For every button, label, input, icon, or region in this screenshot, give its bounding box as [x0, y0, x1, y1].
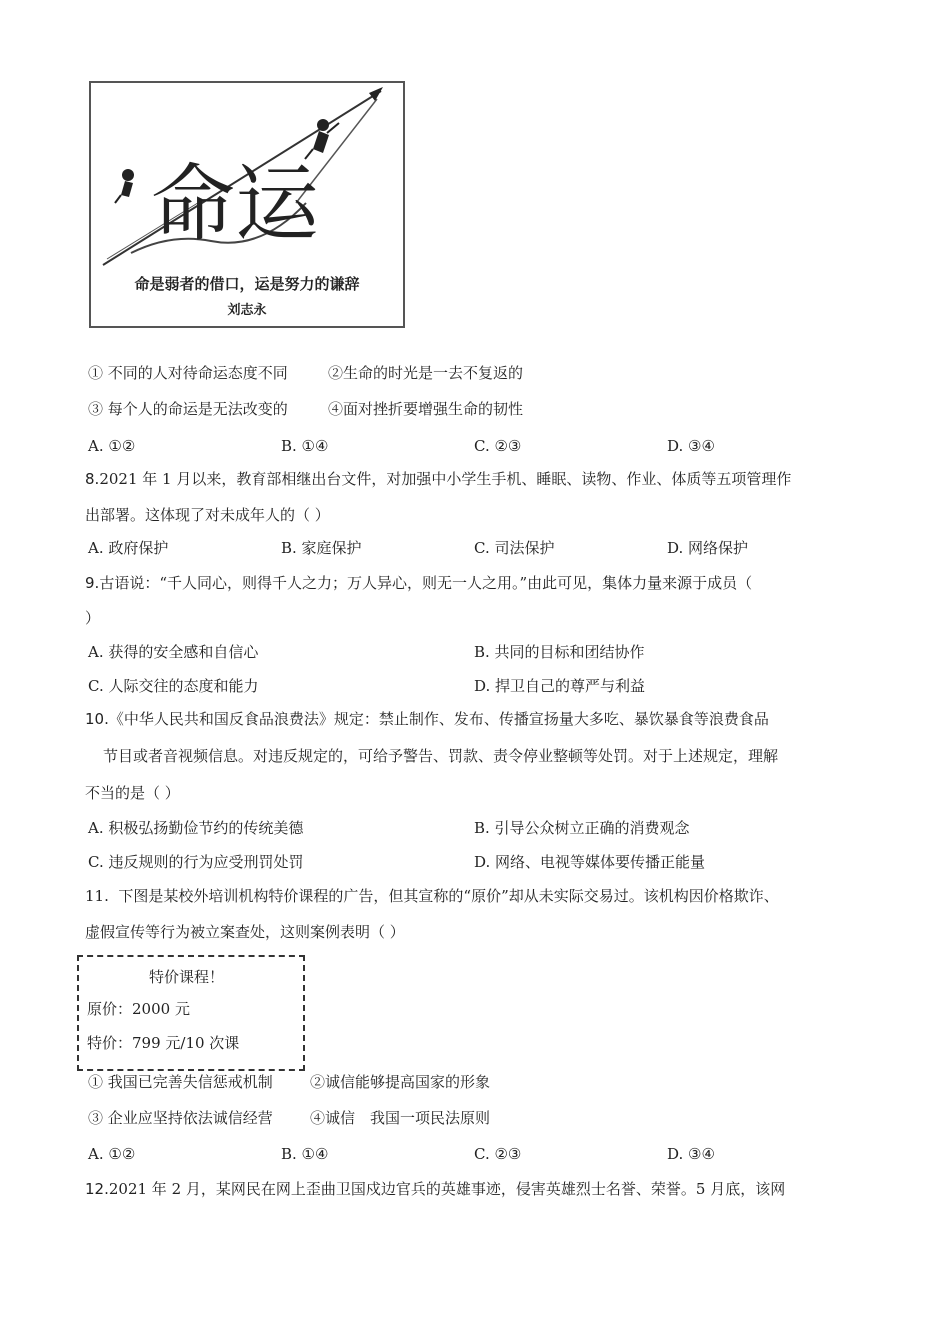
q11-choice-b: B. ①④ [281, 1145, 329, 1163]
q10-stem-line-3: 不当的是（ ） [85, 784, 180, 802]
q9-choice-c: C. 人际交往的态度和能力 [88, 677, 259, 695]
q11-option-4: ④诚信 我国一项民法原则 [310, 1109, 491, 1127]
q8-choice-c: C. 司法保护 [474, 539, 555, 557]
q8-choice-d: D. 网络保护 [667, 539, 749, 557]
climber-left-icon [115, 169, 134, 203]
q12-number: 12. [85, 1180, 109, 1198]
figure-caption: 命是弱者的借口，运是努力的谦辞 [134, 275, 360, 293]
figure-author: 刘志永 [227, 303, 267, 318]
fate-illustration [89, 81, 405, 328]
q8-text-1: 2021 年 1 月以来，教育部相继出台文件，对加强中小学生手机、睡眠、读物、作业、体质等五项管理作 [99, 470, 792, 488]
q12-stem-line-1 [85, 1179, 785, 1199]
q11-choice-a: A. ①② [88, 1145, 136, 1163]
fate-drawing [91, 83, 403, 273]
q9-text-1: 古语说：“千人同心，则得千人之力；万人异心，则无一人之用。”由此可见，集体力量来源于成员（ [99, 574, 753, 592]
q10-number: 10. [85, 710, 109, 728]
q11-option-2: ②诚信能够提高国家的形象 [310, 1073, 491, 1091]
q11-text-1: 下图是某校外培训机构特价课程的广告，但其宣称的“原价”却从未实际交易过。该机构因价格欺诈、 [118, 887, 779, 905]
q8-choice-a: A. 政府保护 [88, 539, 169, 557]
q9-choice-a: A. 获得的安全感和自信心 [88, 643, 259, 661]
q7-choice-c: C. ②③ [474, 437, 522, 455]
q10-choice-d: D. 网络、电视等媒体要传播正能量 [474, 853, 706, 871]
q11-choice-c: C. ②③ [474, 1145, 522, 1163]
q7-option-1: ① 不同的人对待命运态度不同 [88, 364, 288, 382]
q7-choice-a: A. ①② [88, 437, 136, 455]
q8-stem-line-2: 出部署。这体现了对未成年人的（ ） [85, 506, 330, 524]
q8-number: 8. [85, 470, 100, 488]
ad-title: 特价课程！ [149, 968, 225, 986]
q10-choice-b: B. 引导公众树立正确的消费观念 [474, 819, 690, 837]
q10-choice-c: C. 违反规则的行为应受刑罚处罚 [88, 853, 304, 871]
q11-number: 11. [85, 887, 109, 905]
q8-stem-line-1 [85, 469, 791, 489]
q11-stem-line-1 [85, 886, 779, 906]
q10-text-1: 《中华人民共和国反食品浪费法》规定：禁止制作、发布、传播宣扬量大多吃、暴饮暴食等浪费食品 [108, 710, 769, 728]
q8-choice-b: B. 家庭保护 [281, 539, 362, 557]
ad-original-price: 原价：2000 元 [87, 1000, 190, 1018]
q7-choice-b: B. ①④ [281, 437, 329, 455]
q9-number: 9. [85, 574, 100, 592]
q7-choice-d: D. ③④ [667, 437, 715, 455]
course-ad-box [77, 955, 305, 1071]
q7-option-4: ④面对挫折要增强生命的韧性 [328, 400, 524, 418]
q9-choice-d: D. 捍卫自己的尊严与利益 [474, 677, 646, 695]
q9-stem-line-1 [85, 573, 752, 593]
q11-option-1: ① 我国已完善失信惩戒机制 [88, 1073, 273, 1091]
climber-right-icon [305, 119, 339, 159]
q10-choice-a: A. 积极弘扬勤俭节约的传统美德 [88, 819, 304, 837]
q10-stem-line-1 [85, 709, 769, 729]
arrow-head-icon [369, 87, 383, 101]
q9-choice-b: B. 共同的目标和团结协作 [474, 643, 645, 661]
q10-stem-line-2: 节目或者音视频信息。对违反规定的，可给予警告、罚款、责令停业整顿等处罚。对于上述规定，理解 [103, 747, 779, 765]
q9-stem-line-2: ） [85, 609, 101, 627]
ad-sale-price: 特价：799 元/10 次课 [87, 1034, 240, 1052]
q12-text-1: 2021 年 2 月，某网民在网上歪曲卫国戍边官兵的英雄事迹，侵害英雄烈士名誉、荣誉。5 月底，该网 [108, 1180, 786, 1198]
q7-option-2: ②生命的时光是一去不复返的 [328, 364, 524, 382]
fate-big-text: 命运 [151, 155, 320, 253]
q7-option-3: ③ 每个人的命运是无法改变的 [88, 400, 288, 418]
q11-option-3: ③ 企业应坚持依法诚信经营 [88, 1109, 273, 1127]
q11-stem-line-2: 虚假宣传等行为被立案查处，这则案例表明（ ） [85, 923, 405, 941]
q11-choice-d: D. ③④ [667, 1145, 715, 1163]
